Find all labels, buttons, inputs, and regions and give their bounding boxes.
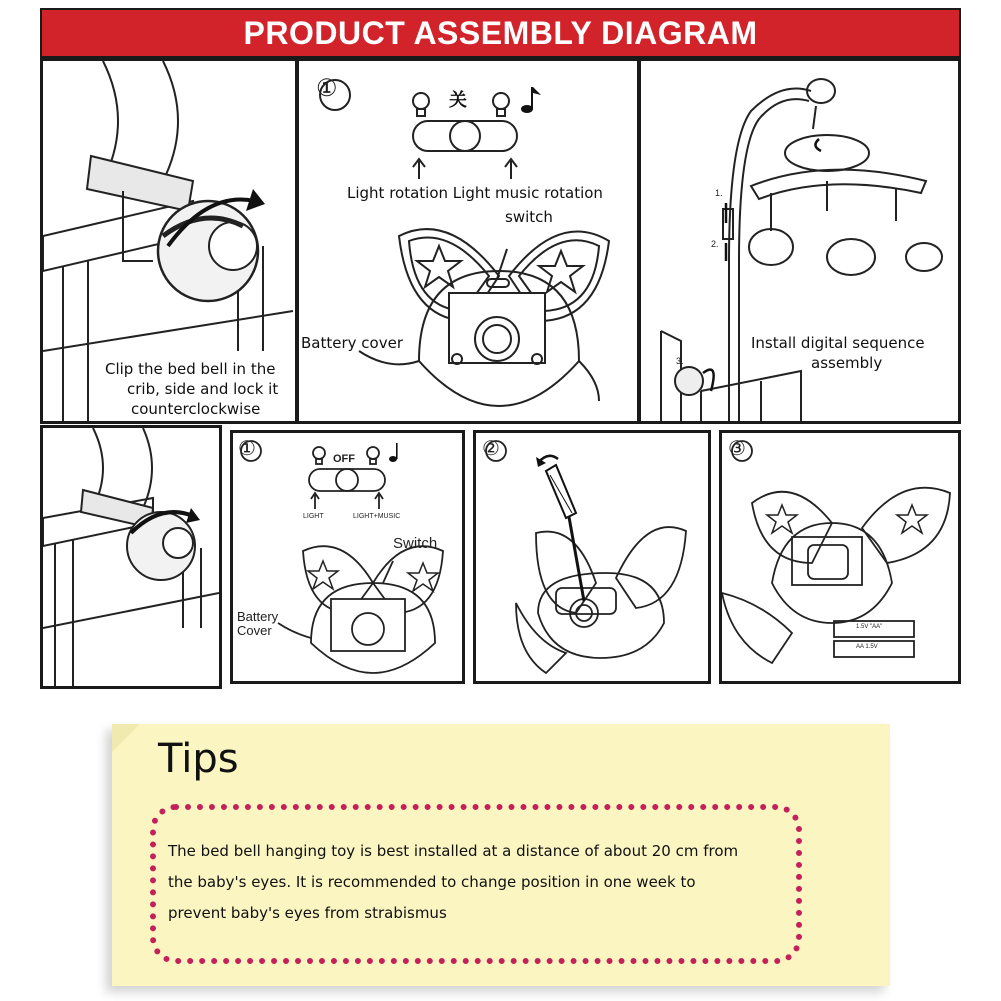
battery-compartment-illustration [722, 433, 958, 681]
crib-clip-illustration-small [43, 428, 219, 686]
screwdriver-icon [546, 465, 584, 601]
light-music-label: LIGHT+MUSIC [353, 513, 401, 520]
switch-caption: switch [505, 208, 553, 226]
battery-label-line-2: Cover [237, 623, 272, 638]
bulb-icon [413, 93, 429, 116]
battery-label-2: AA 1.5V [856, 644, 878, 650]
switch-label: Switch [393, 535, 438, 552]
music-note-icon [521, 87, 541, 113]
step-3-label: 3. [676, 356, 684, 366]
top-panel-switch [296, 58, 640, 424]
page-title-banner [40, 8, 961, 58]
battery-label-1: 1.5V "AA" [856, 624, 883, 630]
off-label: OFF [333, 453, 355, 465]
mobile-assembly-illustration [641, 61, 958, 421]
tips-title: Tips [158, 736, 239, 782]
bottom-panel-clip [40, 425, 222, 689]
top-step-1-glyph: ① [316, 75, 338, 102]
arrow-icon [703, 139, 821, 391]
bottom-step-1-glyph: ① [238, 438, 256, 460]
tips-line-1: The bed bell hanging toy is best installed at a distance of about 20 cm from [168, 842, 739, 860]
clip-caption-line-1: Clip the bed bell in the [105, 360, 276, 378]
bottom-panel-switch [230, 430, 465, 684]
light-label: LIGHT [303, 513, 324, 520]
bottom-panel-battery [719, 430, 961, 684]
battery-cover-caption: Battery cover [301, 334, 403, 352]
screwdriver-illustration [476, 433, 708, 681]
tips-line-3: prevent baby's eyes from strabismus [168, 904, 447, 922]
bulb-icon [493, 93, 509, 116]
bottom-step-3-glyph: ③ [728, 438, 746, 460]
bottom-step-2-glyph: ② [482, 438, 500, 460]
battery-label-line-1: Battery [237, 609, 279, 624]
top-panel-clip [40, 58, 298, 424]
step-1-label: 1. [715, 188, 723, 198]
step-2-label: 2. [711, 239, 719, 249]
mobile-caption-line-1: Install digital sequence [751, 334, 925, 352]
music-box-illustration [299, 61, 637, 421]
page-title: PRODUCT ASSEMBLY DIAGRAM [243, 14, 758, 51]
tips-line-2: the baby's eyes. It is recommended to change position in one week to [168, 873, 696, 891]
clip-caption-line-2: crib, side and lock it [127, 380, 279, 398]
top-panel-mobile [638, 58, 961, 424]
music-box-illustration-small [233, 433, 462, 681]
tips-text [168, 836, 788, 929]
switch-off-symbol: 关 [449, 90, 467, 111]
bottom-panel-screwdriver [473, 430, 711, 684]
switch-mode-labels: Light rotation Light music rotation [347, 184, 603, 202]
mobile-caption-line-2: assembly [811, 354, 883, 372]
note-fold [100, 712, 140, 752]
clip-caption-line-3: counterclockwise [131, 400, 261, 418]
